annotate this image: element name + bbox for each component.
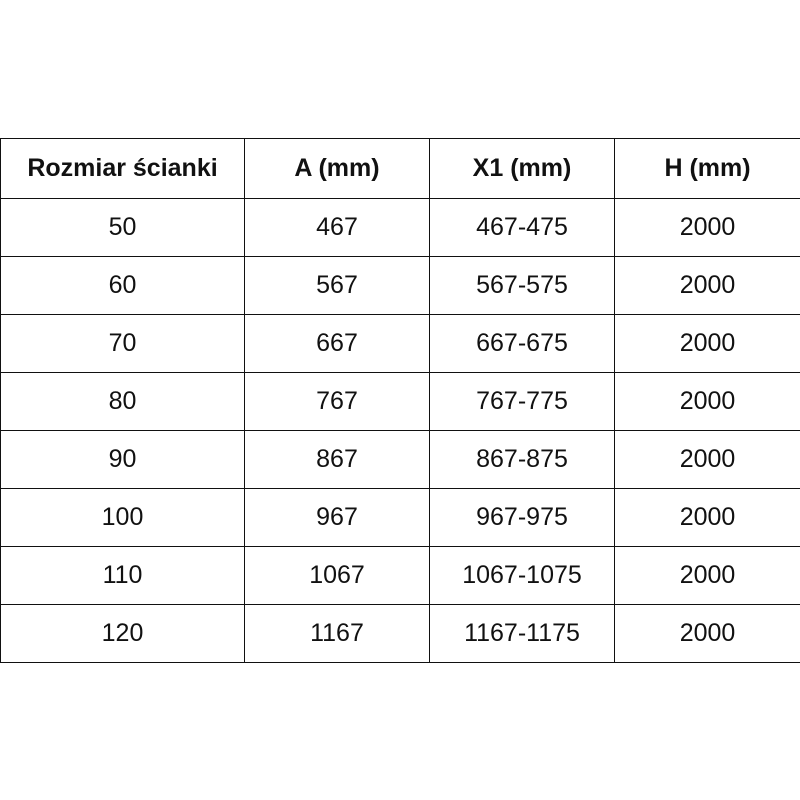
header-h-mm: H (mm) <box>615 139 800 199</box>
cell-h: 2000 <box>615 315 800 373</box>
cell-wall-size: 120 <box>1 605 245 663</box>
cell-a: 667 <box>245 315 430 373</box>
header-a-mm: A (mm) <box>245 139 430 199</box>
cell-wall-size: 90 <box>1 431 245 489</box>
header-x1-mm: X1 (mm) <box>430 139 615 199</box>
cell-x1: 967-975 <box>430 489 615 547</box>
cell-a: 967 <box>245 489 430 547</box>
cell-a: 467 <box>245 199 430 257</box>
cell-wall-size: 80 <box>1 373 245 431</box>
cell-wall-size: 60 <box>1 257 245 315</box>
cell-h: 2000 <box>615 489 800 547</box>
table-row <box>1 199 800 257</box>
cell-h: 2000 <box>615 199 800 257</box>
cell-h: 2000 <box>615 547 800 605</box>
cell-x1: 467-475 <box>430 199 615 257</box>
cell-wall-size: 50 <box>1 199 245 257</box>
cell-a: 767 <box>245 373 430 431</box>
cell-a: 1067 <box>245 547 430 605</box>
cell-x1: 667-675 <box>430 315 615 373</box>
cell-x1: 567-575 <box>430 257 615 315</box>
table-row <box>1 489 800 547</box>
cell-h: 2000 <box>615 605 800 663</box>
cell-a: 567 <box>245 257 430 315</box>
cell-a: 867 <box>245 431 430 489</box>
cell-a: 1167 <box>245 605 430 663</box>
table-row <box>1 373 800 431</box>
table-body <box>1 199 800 663</box>
table-row <box>1 315 800 373</box>
table-row <box>1 431 800 489</box>
cell-h: 2000 <box>615 257 800 315</box>
cell-wall-size: 100 <box>1 489 245 547</box>
cell-x1: 767-775 <box>430 373 615 431</box>
cell-x1: 1067-1075 <box>430 547 615 605</box>
dimensions-table-container <box>0 138 800 663</box>
table-row <box>1 547 800 605</box>
table-row <box>1 605 800 663</box>
cell-x1: 1167-1175 <box>430 605 615 663</box>
dimensions-table <box>0 138 800 663</box>
cell-h: 2000 <box>615 373 800 431</box>
cell-wall-size: 70 <box>1 315 245 373</box>
header-wall-size: Rozmiar ścianki <box>1 139 245 199</box>
cell-h: 2000 <box>615 431 800 489</box>
cell-x1: 867-875 <box>430 431 615 489</box>
table-row <box>1 257 800 315</box>
cell-wall-size: 110 <box>1 547 245 605</box>
table-header-row <box>1 139 800 199</box>
